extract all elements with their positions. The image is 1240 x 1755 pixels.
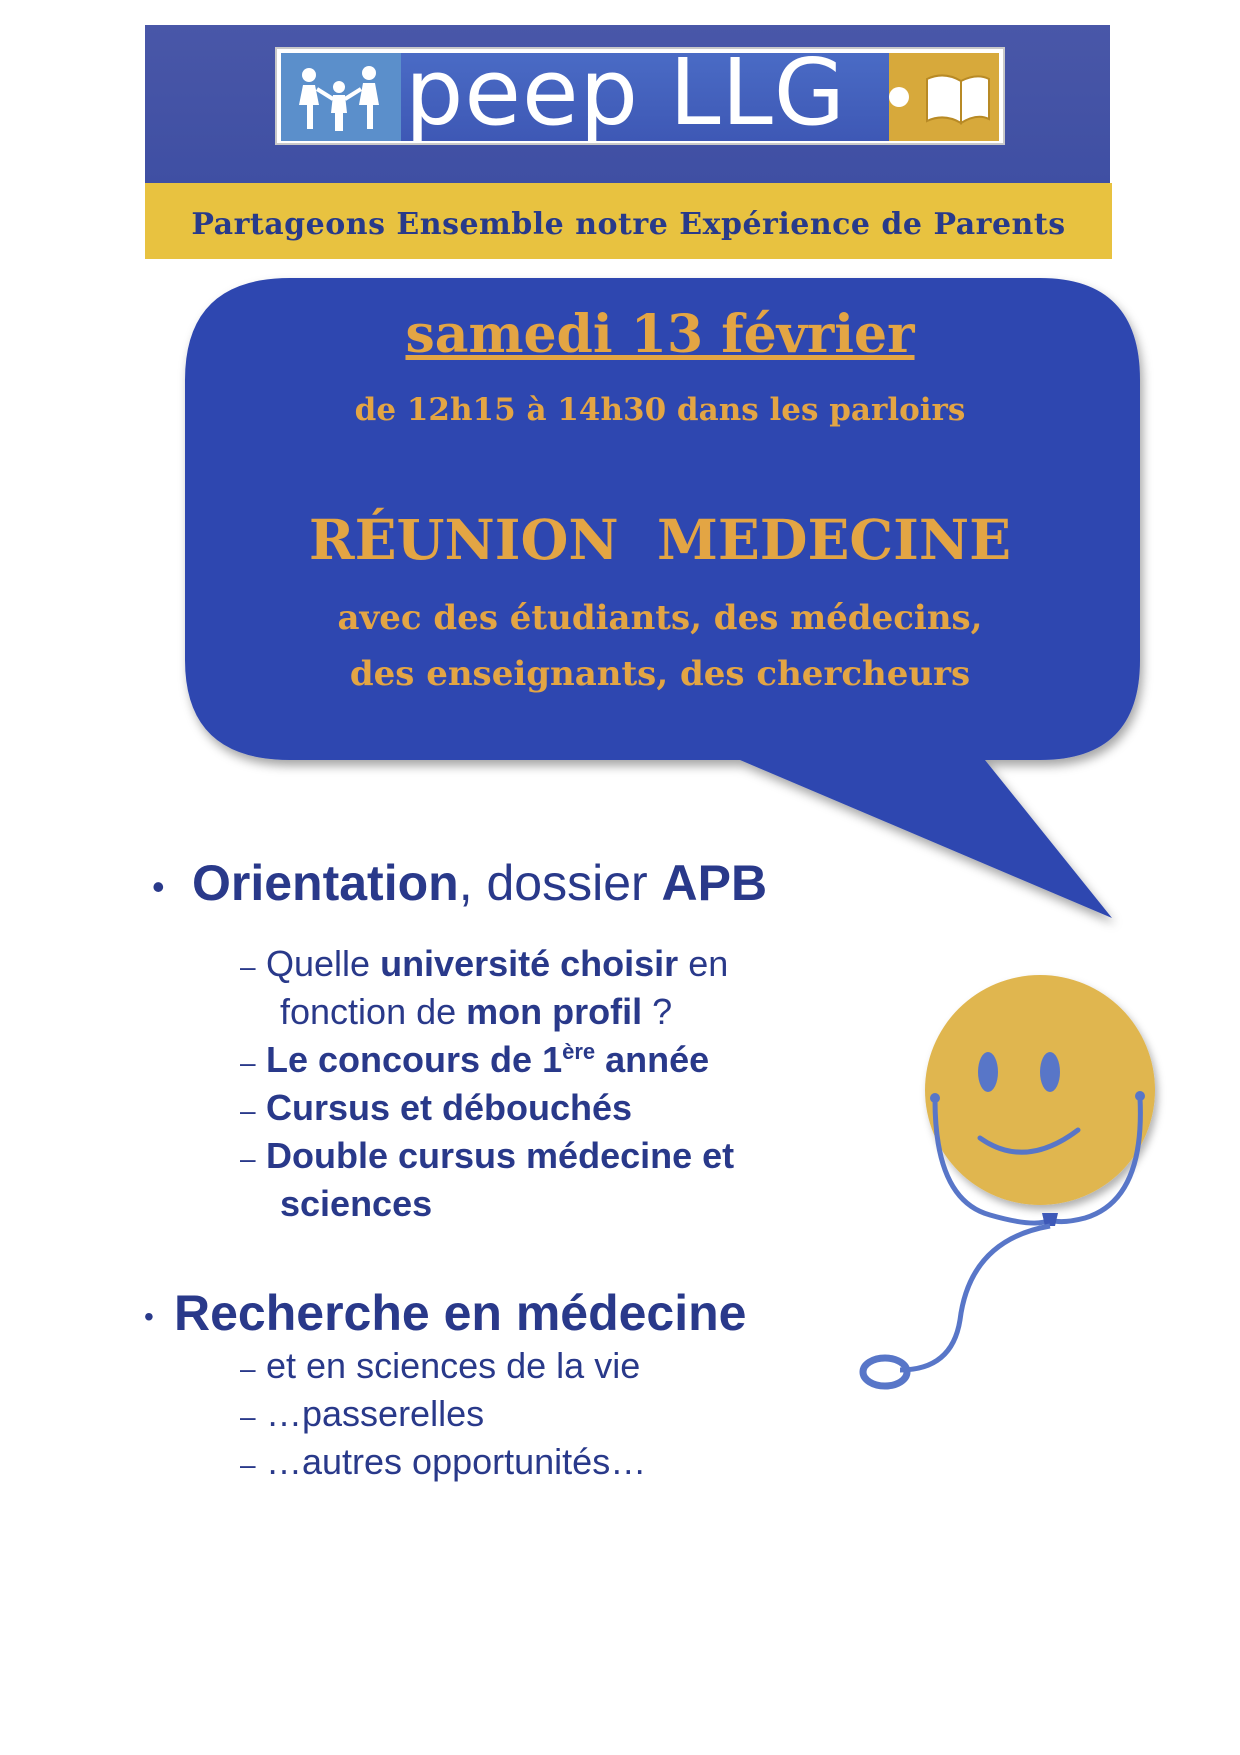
dash: – xyxy=(240,1047,256,1078)
bullet-dot: • xyxy=(144,1300,154,1332)
item-text: et en sciences de la vie xyxy=(266,1345,641,1386)
dash: – xyxy=(240,1353,256,1384)
list-item xyxy=(240,1438,646,1489)
list-item xyxy=(240,1084,632,1135)
item-strong: Cursus et débouchés xyxy=(266,1087,633,1128)
tagline: Partageons Ensemble notre Expérience de Parents xyxy=(191,207,1066,242)
item-text: …passerelles xyxy=(266,1393,485,1434)
meeting-title: RÉUNION MEDECINE xyxy=(308,507,1012,572)
item-strong: mon profil xyxy=(466,991,643,1032)
item-text: Quelle xyxy=(266,943,381,984)
list-item xyxy=(240,1390,484,1441)
item-strong: Le concours de 1 xyxy=(266,1039,563,1080)
item-text: fonction de xyxy=(280,991,467,1032)
bullet-orientation xyxy=(152,848,767,922)
item-text: …autres opportunités… xyxy=(266,1441,647,1482)
list-item-continued xyxy=(240,1180,432,1228)
list-item xyxy=(240,1342,640,1393)
participants-line-1: avec des étudiants, des médecins, xyxy=(337,598,983,638)
smiley-stethoscope-icon xyxy=(840,970,1180,1430)
list-item xyxy=(240,1036,709,1087)
bullet-dot: • xyxy=(152,865,165,907)
item-strong: année xyxy=(595,1039,710,1080)
logo-text: peep LLG xyxy=(405,39,847,146)
item-text: ? xyxy=(642,991,673,1032)
dash: – xyxy=(240,1449,256,1480)
list-item xyxy=(240,940,728,991)
item-text: en xyxy=(678,943,729,984)
recherche-strong: Recherche en médecine xyxy=(174,1285,747,1341)
event-date: samedi 13 février xyxy=(405,304,915,365)
dash: – xyxy=(240,951,256,982)
bullet-recherche xyxy=(144,1278,747,1352)
item-strong: université choisir xyxy=(380,943,679,984)
event-time: de 12h15 à 14h30 dans les parloirs xyxy=(354,392,966,428)
dash: – xyxy=(240,1095,256,1126)
item-strong: sciences xyxy=(280,1183,433,1224)
apb-strong: APB xyxy=(661,855,768,911)
orientation-strong: Orientation xyxy=(192,855,459,911)
item-strong: Double cursus médecine et xyxy=(266,1135,735,1176)
list-item-continued xyxy=(240,988,672,1036)
dash: – xyxy=(240,1401,256,1432)
dash: – xyxy=(240,1143,256,1174)
list-item xyxy=(240,1132,734,1183)
orientation-mid: , dossier xyxy=(458,855,662,911)
participants-line-2: des enseignants, des chercheurs xyxy=(349,654,971,694)
ordinal-sup: ère xyxy=(562,1039,596,1064)
